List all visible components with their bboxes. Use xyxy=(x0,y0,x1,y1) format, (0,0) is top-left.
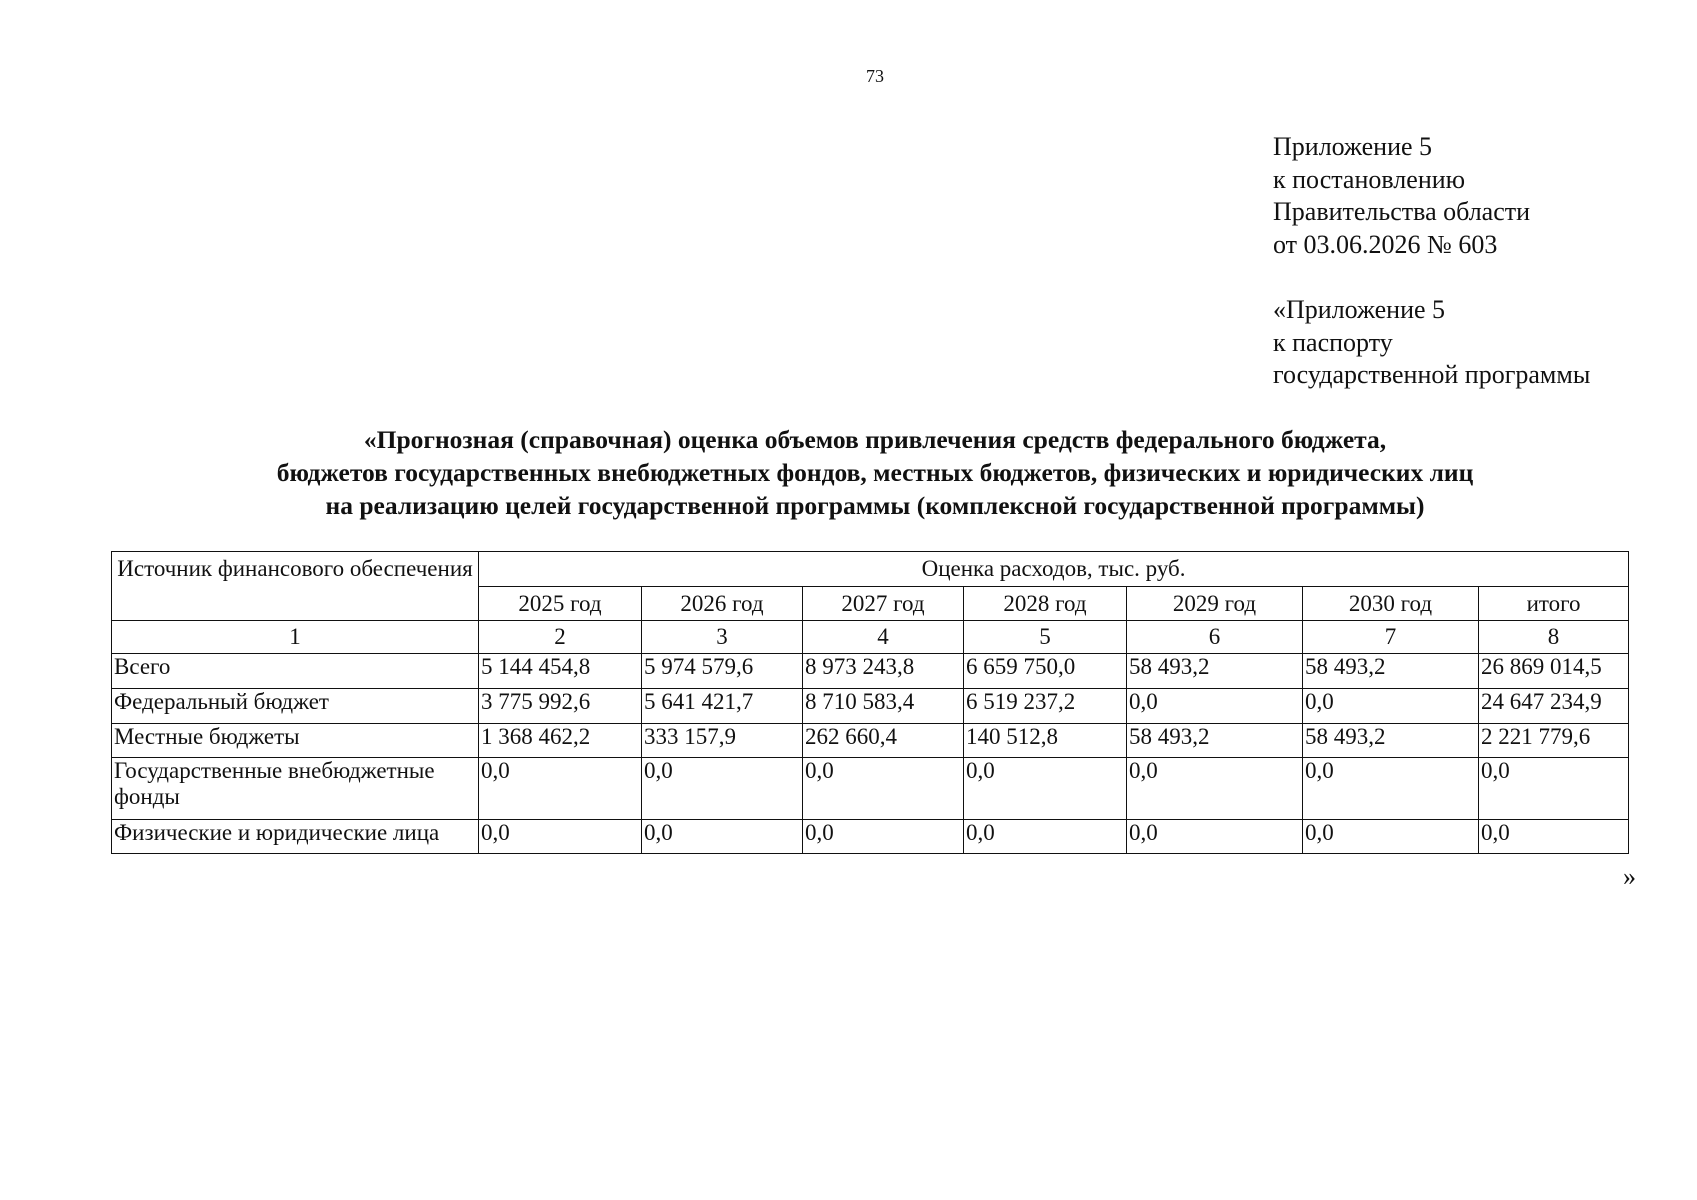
title-line: бюджетов государственных внебюджетных фондов, местных бюджетов, физических и юридических лиц xyxy=(276,458,1474,487)
value-cell: 333 157,9 xyxy=(642,724,803,758)
value-cell: 1 368 462,2 xyxy=(479,724,642,758)
year-header-cell: 2027 год xyxy=(803,587,964,621)
value-cell: 262 660,4 xyxy=(803,724,964,758)
source-cell: Всего xyxy=(112,654,479,689)
appendix-passport-block xyxy=(1273,294,1590,392)
value-cell: 0,0 xyxy=(964,758,1127,820)
appendix-passport-line: к паспорту xyxy=(1273,327,1393,357)
value-cell: 6 659 750,0 xyxy=(964,654,1127,689)
source-header-cell: Источник финансового обеспечения xyxy=(112,552,479,621)
value-cell: 0,0 xyxy=(642,820,803,854)
value-cell: 0,0 xyxy=(642,758,803,820)
closing-quote: » xyxy=(1623,862,1636,891)
value-cell: 5 641 421,7 xyxy=(642,689,803,724)
total-value-cell: 24 647 234,9 xyxy=(1479,689,1629,724)
title-line: «Прогнозная (справочная) оценка объемов привлечения средств федерального бюджета, xyxy=(363,425,1387,454)
column-number-cell: 4 xyxy=(803,621,964,654)
year-header-cell: 2029 год xyxy=(1127,587,1303,621)
table-row xyxy=(112,758,1629,820)
year-header-cell: 2025 год xyxy=(479,587,642,621)
value-cell: 0,0 xyxy=(1127,689,1303,724)
total-value-cell: 26 869 014,5 xyxy=(1479,654,1629,689)
source-cell: Физические и юридические лица xyxy=(112,820,479,854)
appendix-passport-line: государственной программы xyxy=(1273,360,1591,389)
table-row xyxy=(112,689,1629,724)
column-number-cell: 8 xyxy=(1479,621,1629,654)
value-cell: 6 519 237,2 xyxy=(964,689,1127,724)
column-number-row xyxy=(112,621,1629,654)
value-cell: 58 493,2 xyxy=(1127,654,1303,689)
appendix-decree-block xyxy=(1273,131,1530,261)
appendix-decree-line: Приложение 5 xyxy=(1273,132,1433,161)
column-number-cell: 2 xyxy=(479,621,642,654)
total-header-cell: итого xyxy=(1479,587,1629,621)
estimate-header-cell: Оценка расходов, тыс. руб. xyxy=(479,552,1629,587)
value-cell: 140 512,8 xyxy=(964,724,1127,758)
value-cell: 58 493,2 xyxy=(1303,654,1479,689)
value-cell: 5 144 454,8 xyxy=(479,654,642,689)
value-cell: 0,0 xyxy=(1303,689,1479,724)
value-cell: 58 493,2 xyxy=(1127,724,1303,758)
page-number: 73 xyxy=(866,66,884,86)
table-header-row xyxy=(112,552,1629,587)
value-cell: 0,0 xyxy=(1127,758,1303,820)
value-cell: 0,0 xyxy=(479,758,642,820)
table-row xyxy=(112,654,1629,689)
year-header-cell: 2026 год xyxy=(642,587,803,621)
appendix-decree-line: от 03.06.2026 № 603 xyxy=(1273,229,1498,259)
value-cell: 0,0 xyxy=(1127,820,1303,854)
value-cell: 8 973 243,8 xyxy=(803,654,964,689)
value-cell: 0,0 xyxy=(1303,820,1479,854)
appendix-passport-line: «Приложение 5 xyxy=(1273,295,1446,324)
total-value-cell: 0,0 xyxy=(1479,820,1629,854)
column-number-cell: 6 xyxy=(1127,621,1303,654)
table-row xyxy=(112,724,1629,758)
value-cell: 5 974 579,6 xyxy=(642,654,803,689)
appendix-decree-line: к постановлению xyxy=(1273,164,1466,194)
source-cell: Местные бюджеты xyxy=(112,724,479,758)
value-cell: 0,0 xyxy=(964,820,1127,854)
title-line: на реализацию целей государственной программы (комплексной государственной программы) xyxy=(325,491,1425,520)
value-cell: 0,0 xyxy=(479,820,642,854)
source-cell: Государственные внебюджетные фонды xyxy=(112,758,479,820)
source-cell: Федеральный бюджет xyxy=(112,689,479,724)
column-number-cell: 5 xyxy=(964,621,1127,654)
total-value-cell: 0,0 xyxy=(1479,758,1629,820)
value-cell: 8 710 583,4 xyxy=(803,689,964,724)
value-cell: 3 775 992,6 xyxy=(479,689,642,724)
total-value-cell: 2 221 779,6 xyxy=(1479,724,1629,758)
value-cell: 0,0 xyxy=(1303,758,1479,820)
document-title xyxy=(100,423,1650,522)
year-header-cell: 2028 год xyxy=(964,587,1127,621)
column-number-cell: 1 xyxy=(112,621,479,654)
table-row xyxy=(112,820,1629,854)
column-number-cell: 3 xyxy=(642,621,803,654)
column-number-cell: 7 xyxy=(1303,621,1479,654)
financing-table xyxy=(111,551,1629,854)
value-cell: 0,0 xyxy=(803,820,964,854)
value-cell: 0,0 xyxy=(803,758,964,820)
value-cell: 58 493,2 xyxy=(1303,724,1479,758)
year-header-cell: 2030 год xyxy=(1303,587,1479,621)
appendix-decree-line: Правительства области xyxy=(1273,197,1531,226)
